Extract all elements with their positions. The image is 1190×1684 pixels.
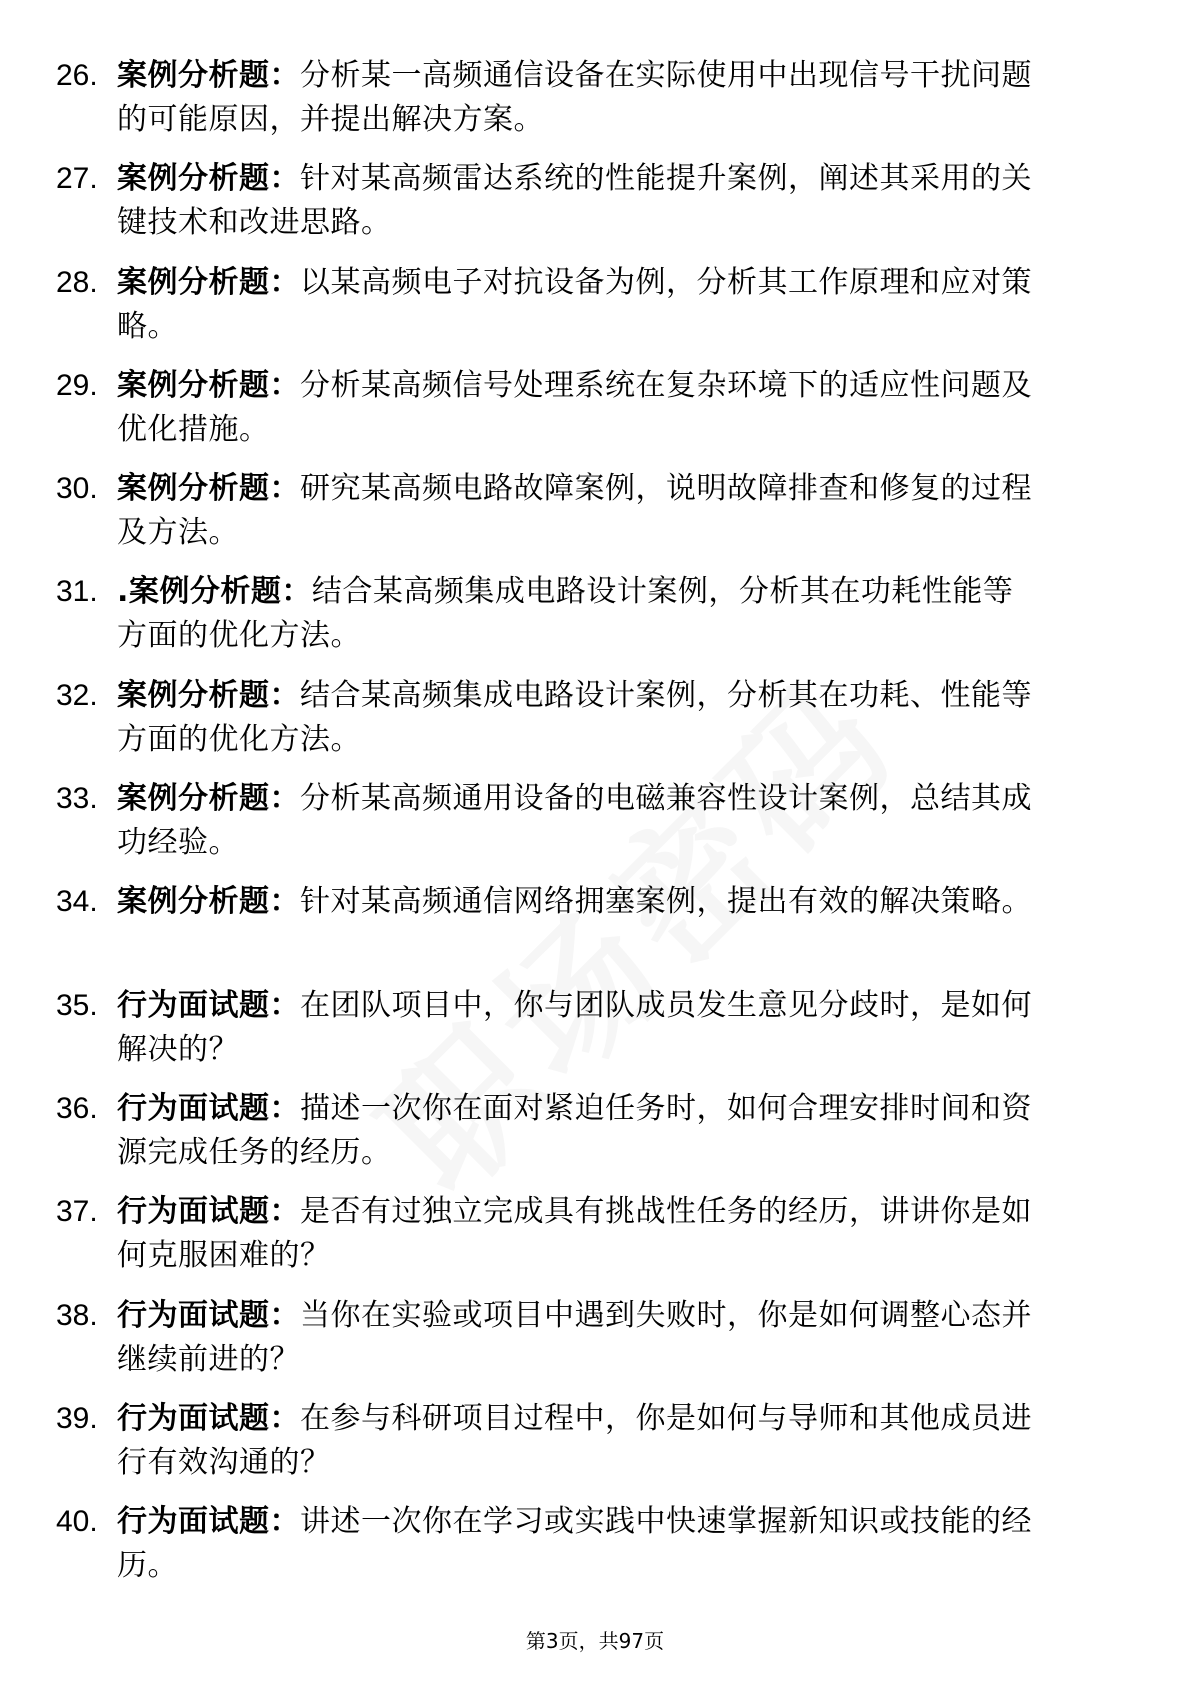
question-text: 当你在实验或项目中遇到失败时，你是如何调整心态并继续前进的？: [117, 1297, 1032, 1377]
question-text: 在参与科研项目过程中，你是如何与导师和其他成员进行有效沟通的？: [117, 1400, 1032, 1480]
question-type: 行为面试题：: [117, 1090, 300, 1126]
question-type: 行为面试题：: [117, 1297, 300, 1333]
question-body: [117, 1087, 1032, 1175]
question-number: 28.: [56, 265, 98, 299]
question-text: 在团队项目中，你与团队成员发生意见分歧时，是如何解决的？: [117, 987, 1032, 1067]
page-footer: 第3页，共97页: [525, 1629, 665, 1653]
question-type: 行为面试题：: [117, 987, 300, 1023]
question-type: .案例分析题：: [117, 574, 312, 610]
question-type: 案例分析题：: [117, 677, 300, 713]
question-number: 33.: [56, 782, 98, 816]
question-item: [0, 674, 1190, 777]
question-item: [0, 157, 1190, 260]
question-body: [117, 1500, 1032, 1588]
question-number: 38.: [56, 1298, 98, 1332]
question-text: 分析某高频通用设备的电磁兼容性设计案例，总结其成功经验。: [117, 781, 1032, 861]
question-number: 37.: [56, 1195, 98, 1229]
question-body: [117, 674, 1032, 762]
question-list: [0, 54, 1190, 1603]
question-body: [117, 570, 1032, 658]
question-type: 案例分析题：: [117, 264, 300, 300]
question-text: 分析某高频信号处理系统在复杂环境下的适应性问题及优化措施。: [117, 367, 1032, 447]
question-number: 27.: [56, 162, 98, 196]
question-text: 分析某一高频通信设备在实际使用中出现信号干扰问题的可能原因，并提出解决方案。: [117, 58, 1032, 137]
question-type: 案例分析题：: [117, 161, 300, 197]
question-type: 案例分析题：: [117, 367, 300, 403]
question-body: [117, 1397, 1032, 1485]
question-body: [117, 1190, 1032, 1278]
question-type: 案例分析题：: [117, 58, 300, 93]
question-item: [0, 261, 1190, 364]
question-type: 案例分析题：: [117, 884, 300, 920]
question-number: 29.: [56, 368, 98, 402]
question-text: 结合某高频集成电路设计案例，分析其在功耗性能等方面的优化方法。: [117, 574, 1014, 654]
question-number: 26.: [56, 59, 98, 92]
question-text: 结合某高频集成电路设计案例，分析其在功耗、性能等方面的优化方法。: [117, 677, 1032, 757]
question-body: [117, 54, 1032, 142]
question-item: [0, 880, 1190, 983]
question-type: 行为面试题：: [117, 1400, 300, 1436]
question-item: [0, 467, 1190, 570]
question-body: [117, 157, 1032, 245]
question-body: [117, 880, 1032, 924]
question-text: 针对某高频雷达系统的性能提升案例，阐述其采用的关键技术和改进思路。: [117, 161, 1032, 241]
question-item: [0, 1190, 1190, 1293]
question-item: [0, 1397, 1190, 1500]
question-item: [0, 54, 1190, 157]
question-item: [0, 1087, 1190, 1190]
question-body: [117, 1294, 1032, 1382]
question-number: 32.: [56, 678, 98, 712]
question-type: 案例分析题：: [117, 781, 300, 817]
question-number: 36.: [56, 1091, 98, 1125]
question-text: 描述一次你在面对紧迫任务时，如何合理安排时间和资源完成任务的经历。: [117, 1090, 1032, 1170]
question-number: 34.: [56, 885, 98, 919]
question-number: 40.: [56, 1505, 98, 1539]
question-text: 以某高频电子对抗设备为例，分析其工作原理和应对策略。: [117, 264, 1032, 344]
question-number: 39.: [56, 1401, 98, 1435]
question-number: 31.: [56, 575, 98, 609]
question-type: 行为面试题：: [117, 1194, 300, 1230]
question-item: [0, 984, 1190, 1087]
question-item: [0, 1500, 1190, 1603]
question-item: [0, 570, 1190, 673]
question-item: [0, 1294, 1190, 1397]
question-type: 案例分析题：: [117, 471, 300, 507]
question-item: [0, 364, 1190, 467]
question-text: 是否有过独立完成具有挑战性任务的经历，讲讲你是如何克服困难的？: [117, 1194, 1032, 1274]
question-number: 30.: [56, 472, 98, 506]
question-body: [117, 364, 1032, 452]
question-text: 研究某高频电路故障案例，说明故障排查和修复的过程及方法。: [117, 471, 1032, 551]
question-text: 讲述一次你在学习或实践中快速掌握新知识或技能的经历。: [117, 1504, 1032, 1584]
question-text: 针对某高频通信网络拥塞案例，提出有效的解决策略。: [300, 884, 1032, 920]
question-body: [117, 984, 1032, 1072]
question-body: [117, 467, 1032, 555]
question-item: [0, 777, 1190, 880]
question-type: 行为面试题：: [117, 1504, 300, 1540]
question-number: 35.: [56, 988, 98, 1022]
question-body: [117, 777, 1032, 865]
question-body: [117, 261, 1032, 349]
